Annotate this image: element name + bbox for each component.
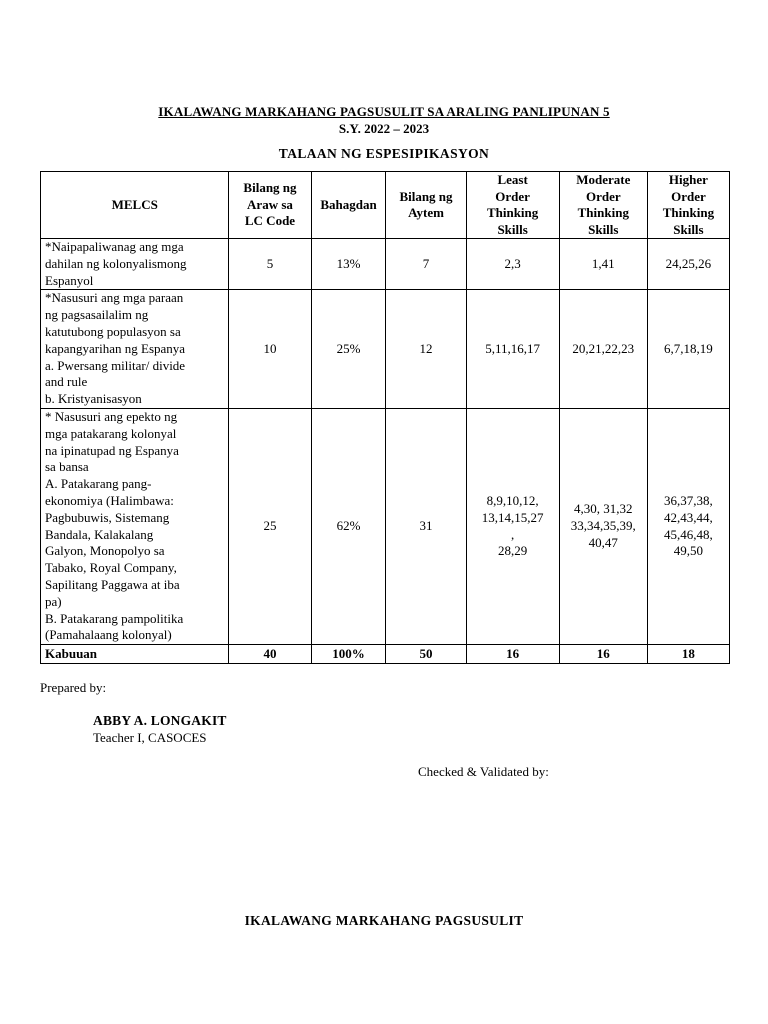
days-cell: 5 <box>229 239 311 290</box>
header-days: Bilang ng Araw sa LC Code <box>229 172 311 239</box>
table-total-row <box>41 645 730 664</box>
header-melcs: MELCS <box>41 172 229 239</box>
header-percent: Bahagdan <box>311 172 386 239</box>
header-items: Bilang ng Aytem <box>386 172 466 239</box>
melc-cell: *Naipapaliwanag ang mga dahilan ng kolonyalismong Espanyol <box>41 239 229 290</box>
header-least: Least Order Thinking Skills <box>466 172 559 239</box>
total-percent: 100% <box>311 645 386 664</box>
specification-table <box>40 171 730 664</box>
table-row <box>41 290 730 409</box>
document-title: IKALAWANG MARKAHANG PAGSUSULIT SA ARALING PANLIPUNAN 5 <box>158 104 610 119</box>
percent-cell: 13% <box>311 239 386 290</box>
total-higher: 18 <box>647 645 729 664</box>
moderate-cell: 4,30, 31,32 33,34,35,39, 40,47 <box>559 408 647 644</box>
prepared-by-label: Prepared by: <box>40 680 107 695</box>
document-subtitle: TALAAN NG ESPESIPIKASYON <box>278 146 490 161</box>
moderate-cell: 20,21,22,23 <box>559 290 647 409</box>
higher-cell: 6,7,18,19 <box>647 290 729 409</box>
melc-cell: * Nasusuri ang epekto ng mga patakarang kolonyal na ipinatupad ng Espanya sa bansa A. Patakarang pang- ekonomiya (Halimbawa: Pagbubuwis, Sistemang Bandala, Kalakalang Galyon, Monopolyo sa Tabako, Royal Company, Sapilitang Paggawa at iba pa) B. Patakarang pampolitika (Pamahalaang kolonyal) <box>41 408 229 644</box>
preparer-position: Teacher I, CASOCES <box>93 730 207 745</box>
total-label: Kabuuan <box>41 645 229 664</box>
higher-cell: 36,37,38, 42,43,44, 45,46,48, 49,50 <box>647 408 729 644</box>
school-year: S.Y. 2022 – 2023 <box>338 121 430 136</box>
header-moderate: Moderate Order Thinking Skills <box>559 172 647 239</box>
least-cell: 2,3 <box>466 239 559 290</box>
higher-cell: 24,25,26 <box>647 239 729 290</box>
header-higher: Higher Order Thinking Skills <box>647 172 729 239</box>
percent-cell: 62% <box>311 408 386 644</box>
moderate-cell: 1,41 <box>559 239 647 290</box>
items-cell: 12 <box>386 290 466 409</box>
least-cell: 5,11,16,17 <box>466 290 559 409</box>
days-cell: 25 <box>229 408 311 644</box>
table-row <box>41 408 730 644</box>
days-cell: 10 <box>229 290 311 409</box>
percent-cell: 25% <box>311 290 386 409</box>
total-moderate: 16 <box>559 645 647 664</box>
table-row <box>41 239 730 290</box>
preparer-name: ABBY A. LONGAKIT <box>93 713 227 728</box>
table-header-row <box>41 172 730 239</box>
checked-by-label: Checked & Validated by: <box>418 764 549 779</box>
items-cell: 7 <box>386 239 466 290</box>
next-section-title: IKALAWANG MARKAHANG PAGSUSULIT <box>244 913 524 928</box>
total-items: 50 <box>386 645 466 664</box>
total-least: 16 <box>466 645 559 664</box>
melc-cell: *Nasusuri ang mga paraan ng pagsasailalim ng katutubong populasyon sa kapangyarihan ng Espanya a. Pwersang militar/ divide and rule b. Kristyanisasyon <box>41 290 229 409</box>
total-days: 40 <box>229 645 311 664</box>
least-cell: 8,9,10,12, 13,14,15,27 , 28,29 <box>466 408 559 644</box>
items-cell: 31 <box>386 408 466 644</box>
